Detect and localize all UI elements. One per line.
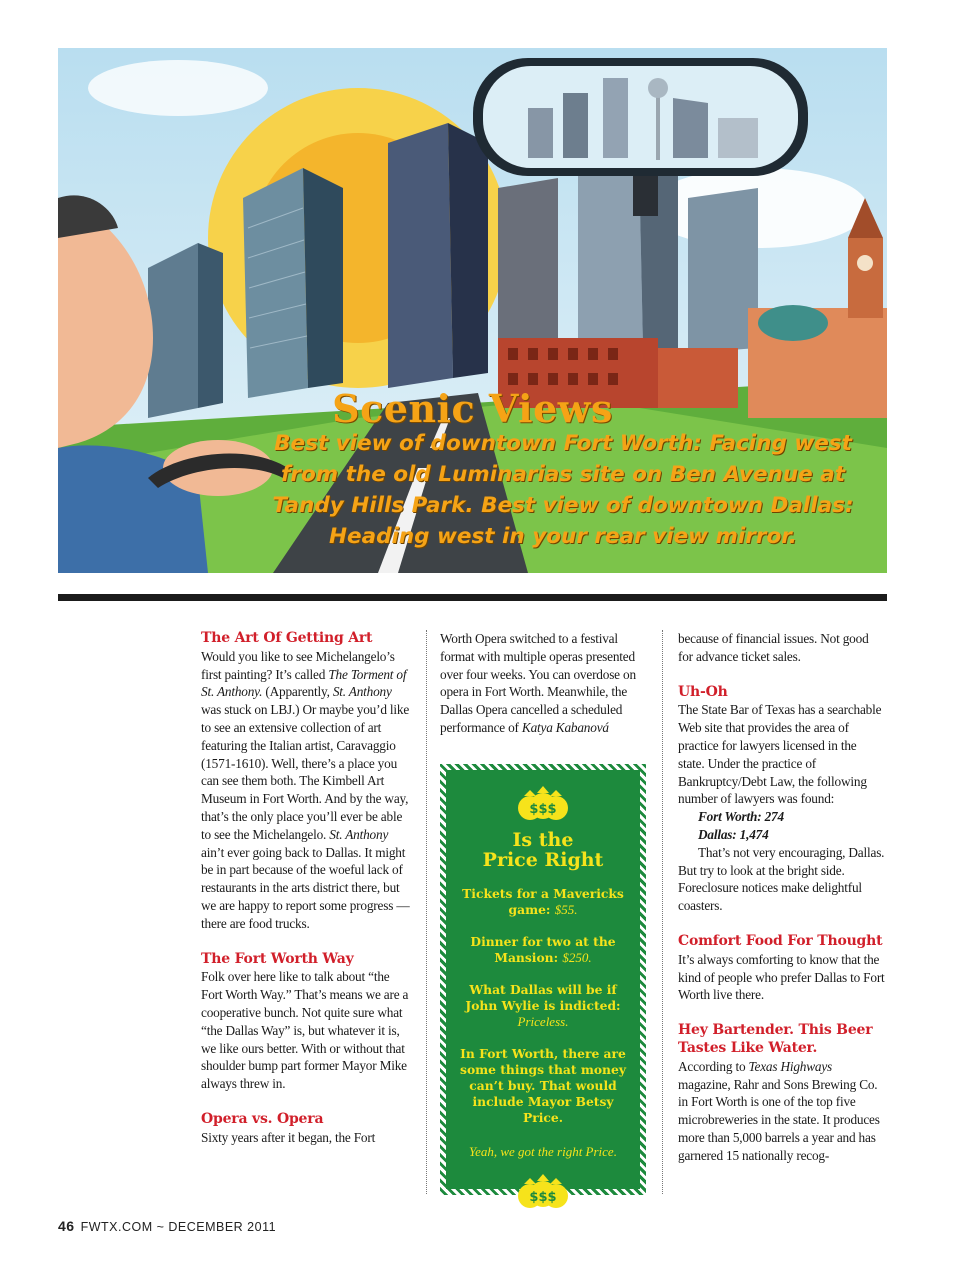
paragraph-art xyxy=(201,648,411,933)
hero-subtitle: Best view of downtown Fort Worth: Facing west from the old Luminarias site on Ben Avenue at Tandy Hills Park. Best view of downtown Dallas: Heading west in your rear view mirror. xyxy=(272,431,854,549)
sidebar-item xyxy=(446,886,640,918)
footer-text: FWTX.COM ~ DECEMBER 2011 xyxy=(80,1220,277,1234)
sidebar-item xyxy=(446,1046,640,1126)
item-label: Dinner for two at the Mansion: xyxy=(470,934,616,965)
heading-comfort-food: Comfort Food For Thought xyxy=(678,932,883,949)
column-divider xyxy=(662,630,663,1194)
heading-opera-vs-opera: Opera vs. Opera xyxy=(201,1110,324,1127)
italic-text: St. Anthony xyxy=(329,826,389,842)
column-divider xyxy=(426,630,427,1194)
tower-center xyxy=(388,123,453,388)
heading-art-of-getting-art: The Art Of Getting Art xyxy=(201,630,373,646)
bag-symbol-top: $$$ xyxy=(529,802,557,817)
tower-left xyxy=(243,168,308,398)
paragraph-fort-worth-way: Folk over here like to talk about “the Fort Worth Way.” That’s means we are a cooperative bunch. Not quite sure what “the Dallas Way” is, but whatever it is, we like ours better. With or without that shoulder bump part former Mayor Mike always threw in. xyxy=(201,969,409,1092)
sidebar-item xyxy=(446,982,640,1030)
paragraph-encouraging: That’s not very encouraging, Dallas. But try to look at the bright side. Foreclosure notices make delightful coasters. xyxy=(678,844,885,914)
sidebar-item xyxy=(446,934,640,966)
italic-text: The Torment of St. Anthony. xyxy=(201,666,407,700)
paragraph-beer xyxy=(678,1058,886,1165)
hero-illustration xyxy=(58,48,887,573)
paragraph-comfort: It’s always comforting to know that the kind of people who prefer Dallas to Fort Worth live there. xyxy=(678,951,885,1003)
italic-text: St. Anthony xyxy=(332,684,392,700)
stat-fort-worth: Fort Worth: 274 xyxy=(698,809,784,825)
sidebar-title xyxy=(446,830,640,870)
text-run: Worth Opera switched to a festival format with multiple operas presented over four weeks. You can overdose on opera in Fort Worth. Meanwhile, the Dallas Opera cancelled a scheduled performance of xyxy=(440,631,636,735)
text-run: magazine, Rahr and Sons Brewing Co. in Fort Worth is one of the top five microbreweries in the state. It produces more than 5,000 barrels a year and has garnered 15 nationally recog- xyxy=(678,1076,880,1163)
sidebar-title-line1: Is the xyxy=(512,829,574,851)
text-run: (Apparently, xyxy=(262,684,333,700)
sidebar-title-line2: Price Right xyxy=(482,849,604,871)
item-value: $55. xyxy=(554,902,578,917)
clock-tower xyxy=(848,238,883,318)
text-run: was stuck on LBJ.) Or maybe you’d like to see an extensive collection of art featuring the Italian artist, Caravaggio (1571-1610). Well, there’s a place you can see them both. The Kimbell Art Museum in Fort Worth. And by the way, that’s the only place you’ll ever be able to see the Michelangelo. xyxy=(201,702,410,842)
page-footer xyxy=(58,1218,276,1234)
text-run: ain’t ever going back to Dallas. It might be in part because of the woeful lack of restaurants in the arts district there, but we are happy to report some progress — there are food trucks. xyxy=(201,844,410,931)
section-rule xyxy=(58,594,887,601)
bag-symbol-bottom: $$$ xyxy=(529,1190,557,1205)
money-bag-icon xyxy=(516,784,570,824)
paragraph-state-bar: The State Bar of Texas has a searchable Web site that provides the area of practice for lawyers licensed in the state. Under the practice of Bankruptcy/Debt Law, the following number of lawyers was found: xyxy=(678,702,882,807)
item-label: In Fort Worth, there are some things that money can’t buy. That would include Mayor Betsy Price. xyxy=(460,1046,626,1125)
column-1 xyxy=(201,630,411,1147)
heading-fort-worth-way: The Fort Worth Way xyxy=(201,950,354,967)
hero-title: Scenic Views xyxy=(332,386,613,431)
text-run: According to xyxy=(678,1058,749,1074)
paragraph-opera-end: because of financial issues. Not good for advance ticket sales. xyxy=(678,631,869,664)
item-value: Priceless. xyxy=(517,1014,569,1029)
stat-dallas: Dallas: 1,474 xyxy=(698,826,769,842)
item-label: What Dallas will be if John Wylie is indicted: xyxy=(465,982,621,1013)
page-number: 46 xyxy=(58,1218,75,1234)
paragraph-opera: Sixty years after it began, the Fort xyxy=(201,1129,376,1145)
column-2 xyxy=(440,630,646,737)
paragraph-opera-continued xyxy=(440,630,646,737)
sidebar-tagline: Yeah, we got the right Price. xyxy=(469,1144,617,1159)
price-right-sidebar xyxy=(440,764,646,1205)
italic-text: Katya Kabanová xyxy=(521,719,609,735)
column-3 xyxy=(678,630,886,1165)
heading-uh-oh: Uh-Oh xyxy=(678,683,728,700)
money-bag-icon xyxy=(516,1172,570,1212)
item-label: Tickets for a Mavericks game: xyxy=(462,886,624,917)
text-run: Would you like to see Michelangelo’s first painting? It’s called xyxy=(201,648,395,682)
item-value: $250. xyxy=(562,950,592,965)
heading-hey-bartender: Hey Bartender. This Beer Tastes Like Water. xyxy=(678,1022,873,1056)
italic-text: Texas Highways xyxy=(748,1058,833,1074)
